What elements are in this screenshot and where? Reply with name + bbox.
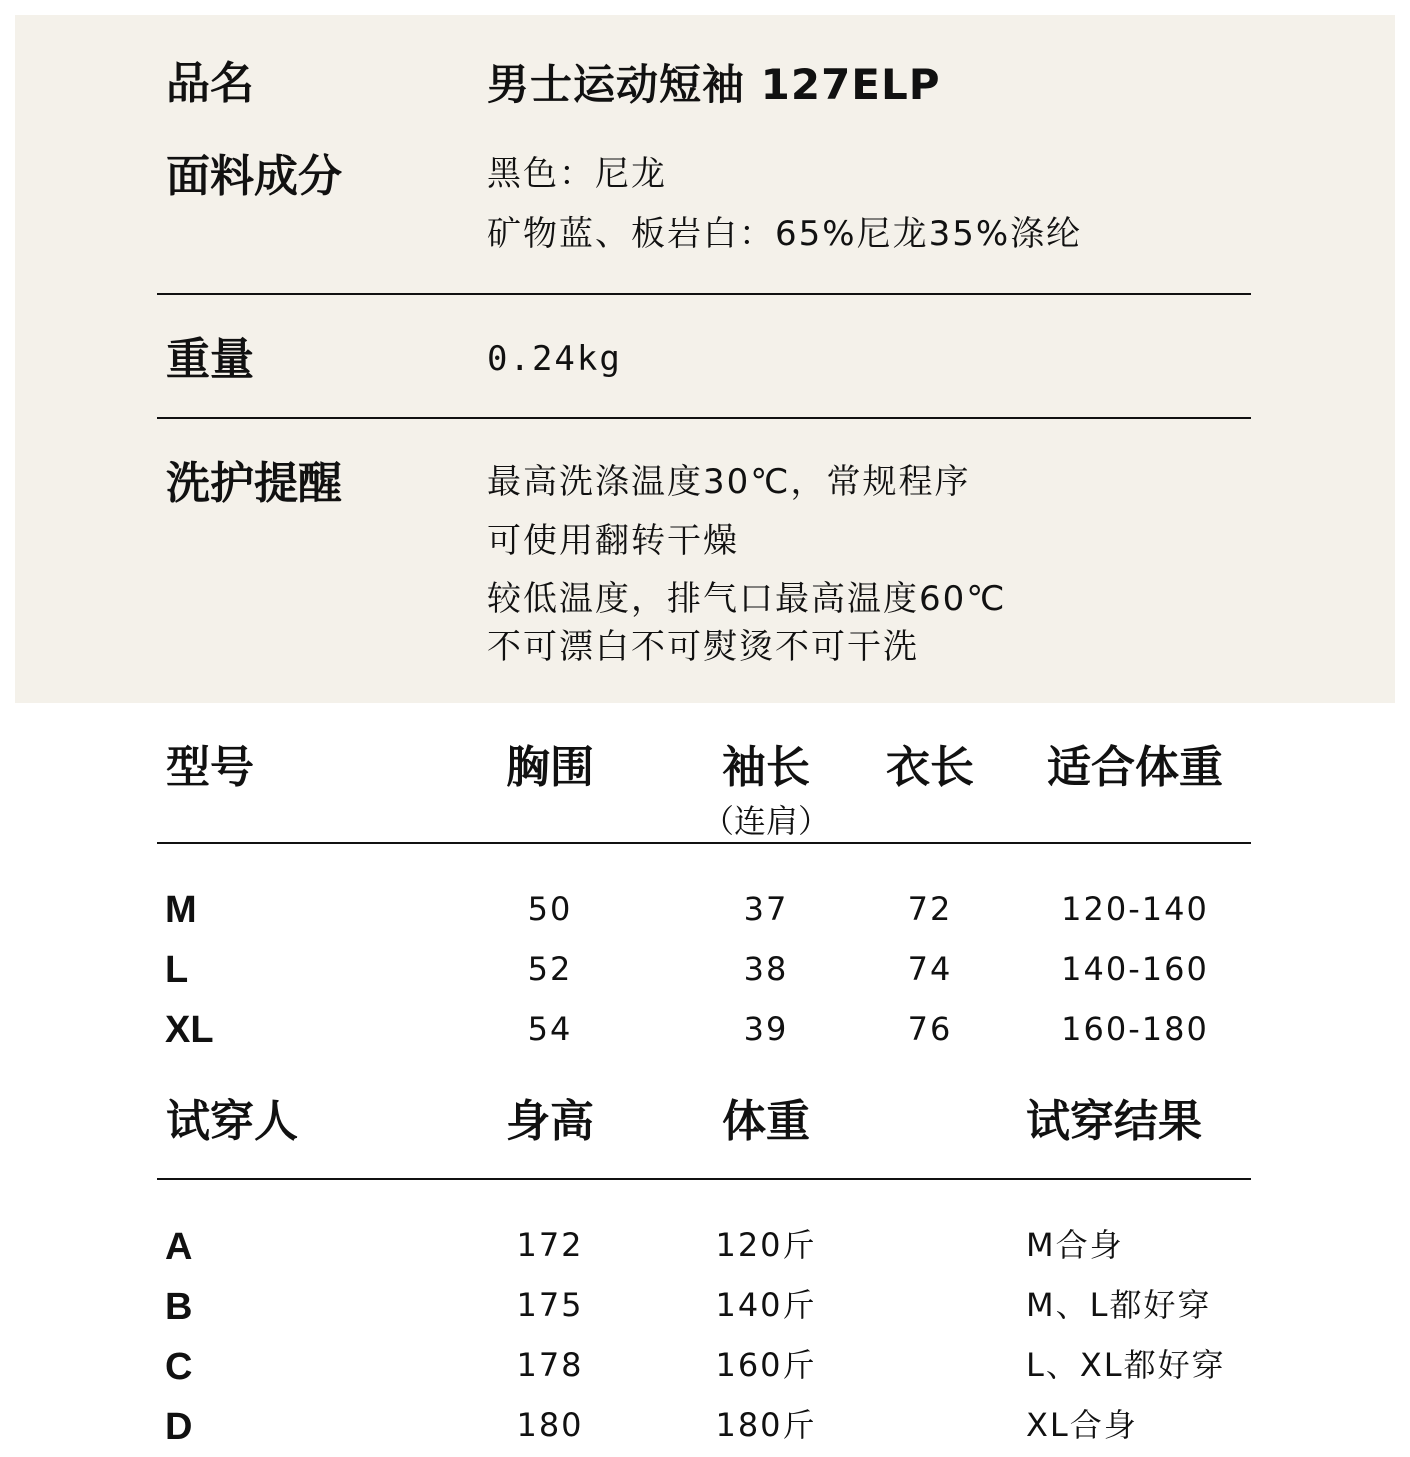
weight-cell: 160斤 [715, 1346, 817, 1384]
fabric-label: 面料成分 [166, 151, 342, 202]
fabric-line: 矿物蓝、板岩白：65%尼龙35%涤纶 [487, 214, 1083, 254]
result-cell: XL合身 [1026, 1406, 1138, 1444]
size-cell: XL [165, 1009, 214, 1051]
product-name-value: 男士运动短袖 127ELP [487, 60, 941, 109]
chest-cell: 54 [527, 1010, 573, 1048]
result-cell: L、XL都好穿 [1026, 1346, 1226, 1384]
header-model: 型号 [166, 742, 254, 793]
care-line: 较低温度，排气口最高温度60℃ [487, 579, 1007, 619]
sleeve-cell: 39 [743, 1010, 789, 1048]
size-cell: L [165, 949, 189, 991]
fit-weight-cell: 160-180 [1061, 1010, 1209, 1048]
length-cell: 74 [907, 950, 953, 988]
fit-weight-cell: 120-140 [1061, 890, 1209, 928]
chest-cell: 52 [527, 950, 573, 988]
height-cell: 178 [516, 1346, 584, 1384]
care-line: 可使用翻转干燥 [487, 521, 739, 561]
height-cell: 175 [516, 1286, 584, 1324]
person-cell: B [165, 1286, 193, 1328]
person-cell: A [165, 1226, 193, 1268]
length-cell: 72 [907, 890, 953, 928]
header-result: 试穿结果 [1026, 1096, 1202, 1147]
sleeve-cell: 37 [743, 890, 789, 928]
weight-cell: 140斤 [715, 1286, 817, 1324]
sleeve-cell: 38 [743, 950, 789, 988]
result-cell: M合身 [1026, 1226, 1124, 1264]
header-height: 身高 [506, 1096, 594, 1147]
weight-cell: 120斤 [715, 1226, 817, 1264]
care-line: 最高洗涤温度30℃，常规程序 [487, 462, 971, 502]
length-cell: 76 [907, 1010, 953, 1048]
result-cell: M、L都好穿 [1026, 1286, 1212, 1324]
divider [157, 293, 1251, 295]
header-length: 衣长 [886, 742, 974, 793]
header-weight: 体重 [722, 1096, 810, 1147]
height-cell: 180 [516, 1406, 584, 1444]
height-cell: 172 [516, 1226, 584, 1264]
product-name-label: 品名 [166, 58, 254, 109]
divider [157, 417, 1251, 419]
fabric-line: 黑色：尼龙 [487, 154, 667, 194]
divider [157, 1178, 1251, 1180]
fit-weight-cell: 140-160 [1061, 950, 1209, 988]
header-fit-weight: 适合体重 [1047, 742, 1223, 793]
care-line: 不可漂白不可熨烫不可干洗 [487, 627, 919, 667]
size-cell: M [165, 889, 197, 931]
person-cell: D [165, 1406, 193, 1448]
header-sleeve: 袖长 [722, 742, 810, 793]
weight-label: 重量 [166, 334, 254, 385]
header-chest: 胸围 [506, 742, 594, 793]
person-cell: C [165, 1346, 193, 1388]
chest-cell: 50 [527, 890, 573, 928]
divider [157, 842, 1251, 844]
weight-cell: 180斤 [715, 1406, 817, 1444]
weight-value: 0.24kg [487, 339, 622, 379]
header-sleeve-note: （连肩） [701, 802, 831, 840]
care-label: 洗护提醒 [166, 458, 342, 509]
header-person: 试穿人 [166, 1096, 298, 1147]
